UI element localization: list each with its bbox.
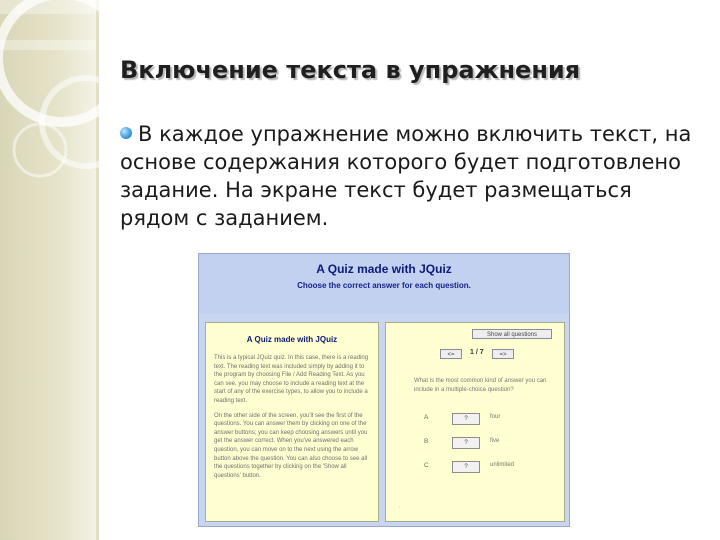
- answer-row: [424, 461, 554, 473]
- bullet-text: В каждое упражнение можно включить текст, на основе содержания которого будет подготовлено задание. На экране текст будет размещаться рядом с заданием.: [120, 122, 692, 230]
- answer-letter: A: [424, 414, 429, 421]
- question-text: What is the most common kind of answer you can include in a multiple-choice question?: [414, 378, 547, 393]
- answer-text: unlimited: [490, 462, 515, 468]
- question-panel: [385, 322, 565, 522]
- previous-question-button[interactable]: <=: [440, 349, 462, 359]
- show-all-questions-button[interactable]: Show all questions: [472, 329, 552, 339]
- slide-title: Включение текста в упражнения: [120, 56, 581, 84]
- reading-paragraph: This is a typical JQuiz quiz. In this case, there is a reading text. The reading text was included simply by adding it to the program by choosing File / Add Reading Text. As you can see, you may choose to include a reading text at the start of any of the exercise types, to allow you to include a reading text.: [214, 355, 369, 404]
- answer-button[interactable]: ?: [452, 437, 480, 449]
- answer-text: five: [490, 438, 500, 444]
- bullet-icon: [120, 127, 132, 139]
- quiz-title: A Quiz made with JQuiz: [316, 262, 452, 276]
- quiz-screenshot: [198, 253, 570, 527]
- next-question-button[interactable]: =>: [492, 349, 514, 359]
- answer-letter: B: [424, 438, 429, 445]
- answer-row: [424, 437, 554, 449]
- question-counter: 1 / 7: [470, 349, 484, 356]
- reading-paragraph: On the other side of the screen, you'll see the first of the questions. You can answer them by clicking on one of the answer buttons; you can keep choosing answers until you get the answer correct. When you've answered each question, you can move on to the next using the arrow button above the question. You can also choose to see all the questions together by clicking on the 'Show all questions' button.: [214, 412, 368, 479]
- answer-button[interactable]: ?: [452, 413, 480, 425]
- answer-letter: C: [424, 462, 429, 469]
- answer-button[interactable]: ?: [452, 461, 480, 473]
- reading-panel-title: A Quiz made with JQuiz: [246, 335, 338, 344]
- panel-marker-dot: ·: [398, 504, 401, 511]
- answer-row: [424, 413, 554, 425]
- reading-text-panel: [205, 322, 379, 522]
- reading-text: [214, 354, 372, 480]
- quiz-instructions: Choose the correct answer for each question.: [297, 281, 471, 290]
- answer-text: four: [490, 414, 501, 420]
- slide-bullet: [120, 120, 705, 232]
